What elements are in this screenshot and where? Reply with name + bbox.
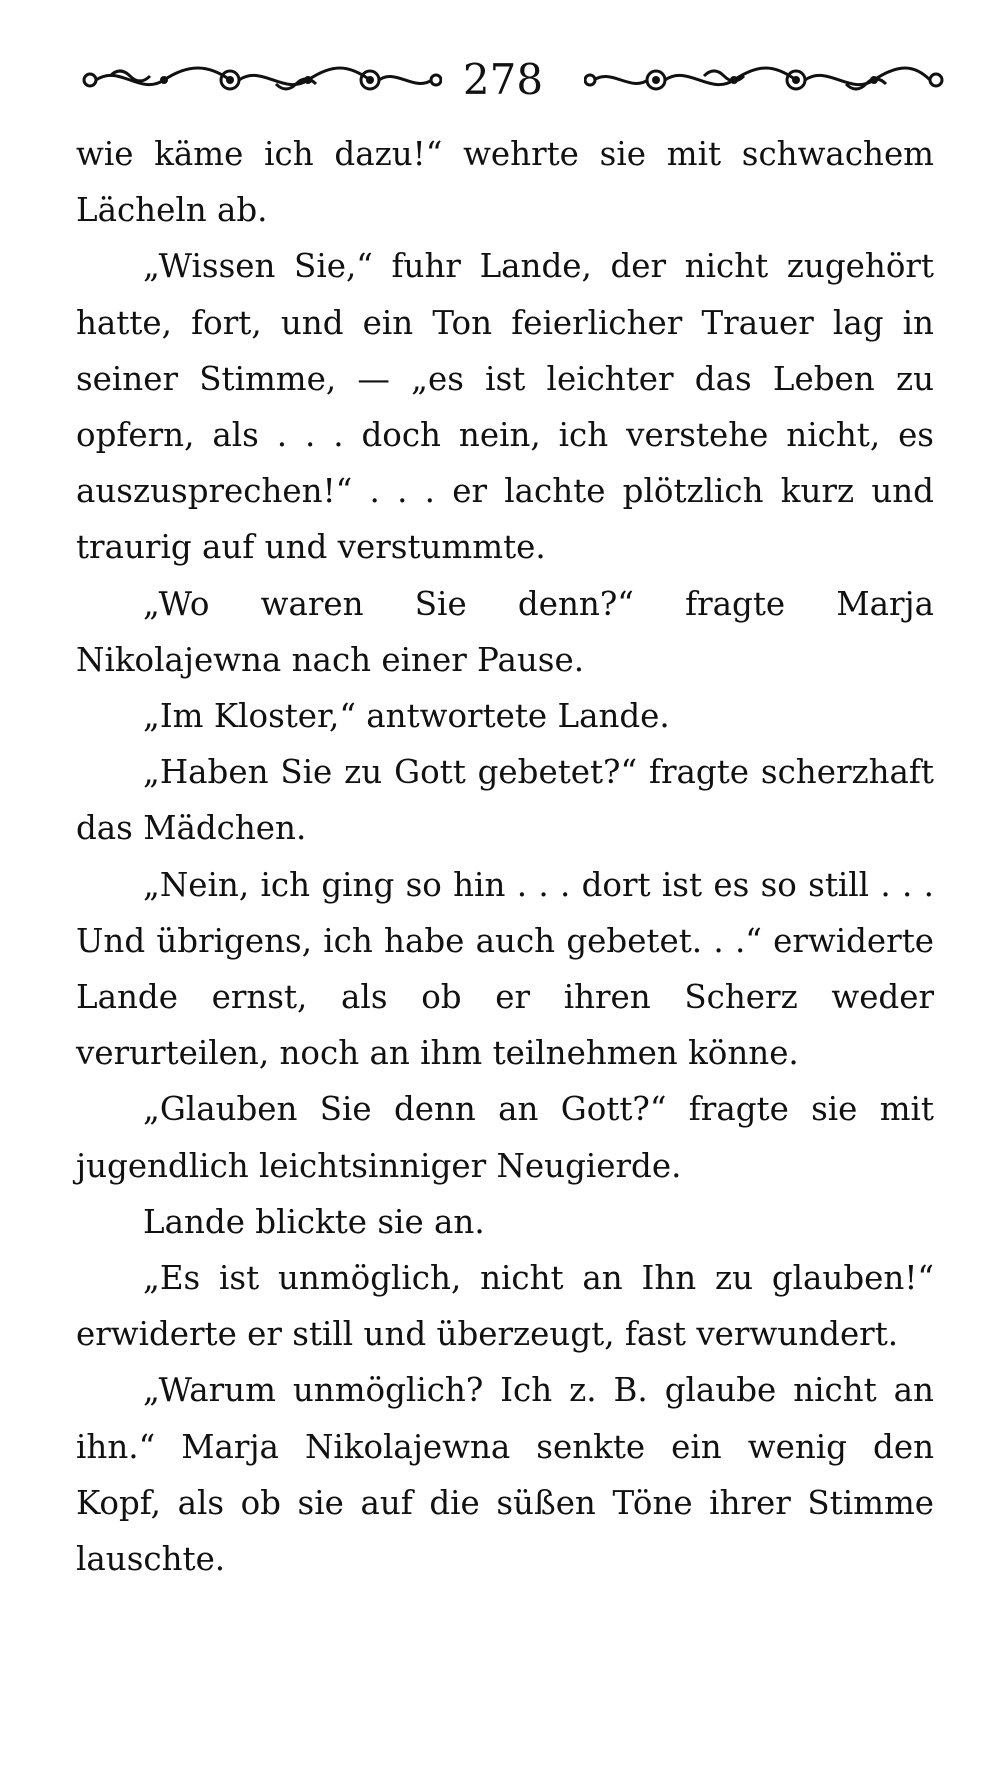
paragraph-8: Lande blickte sie an.	[143, 1202, 485, 1241]
paragraph-2: „Wissen Sie,“ fuhr Lande, der nicht zugehört hatte, fort, und ein Ton feierlicher Trauer lag in seiner Stimme, — „es ist leichter das Leben zu opfern, als . . . doch nein, ich verstehe nicht, es auszusprechen!“ . . . er lachte plötzlich kurz und traurig auf und verstummte.	[76, 247, 934, 567]
paragraph-10: „Warum unmöglich? Ich z. B. glaube nicht an ihn.“ Marja Nikolajewna senkte ein wenig den Kopf, als ob sie auf die süßen Töne ihrer Stimme lauschte.	[76, 1371, 934, 1579]
page-header	[0, 50, 1006, 110]
right-ornament-icon	[584, 58, 946, 102]
paragraph-4: „Im Kloster,“ antwortete Lande.	[143, 697, 670, 736]
paragraph-5: „Haben Sie zu Gott gebetet?“ fragte scherzhaft das Mädchen.	[76, 753, 934, 848]
body-text	[76, 126, 934, 1587]
paragraph-7: „Glauben Sie denn an Gott?“ fragte sie mit jugendlich leichtsinniger Neugierde.	[76, 1090, 934, 1185]
page-number: 278	[462, 55, 544, 104]
paragraph-9: „Es ist unmöglich, nicht an Ihn zu glauben!“ erwiderte er still und überzeugt, fast verwundert.	[76, 1259, 934, 1354]
paragraph-6: „Nein, ich ging so hin . . . dort ist es so still . . . Und übrigens, ich habe auch gebetet. . .“ erwiderte Lande ernst, als ob er ihren Scherz weder verurteilen, noch an ihm teilnehmen könne.	[76, 865, 934, 1073]
paragraph-3: „Wo waren Sie denn?“ fragte Marja Nikolajewna nach einer Pause.	[76, 584, 934, 679]
left-ornament-icon	[80, 58, 442, 102]
paragraph-1: wie käme ich dazu!“ wehrte sie mit schwachem Lächeln ab.	[76, 135, 934, 230]
